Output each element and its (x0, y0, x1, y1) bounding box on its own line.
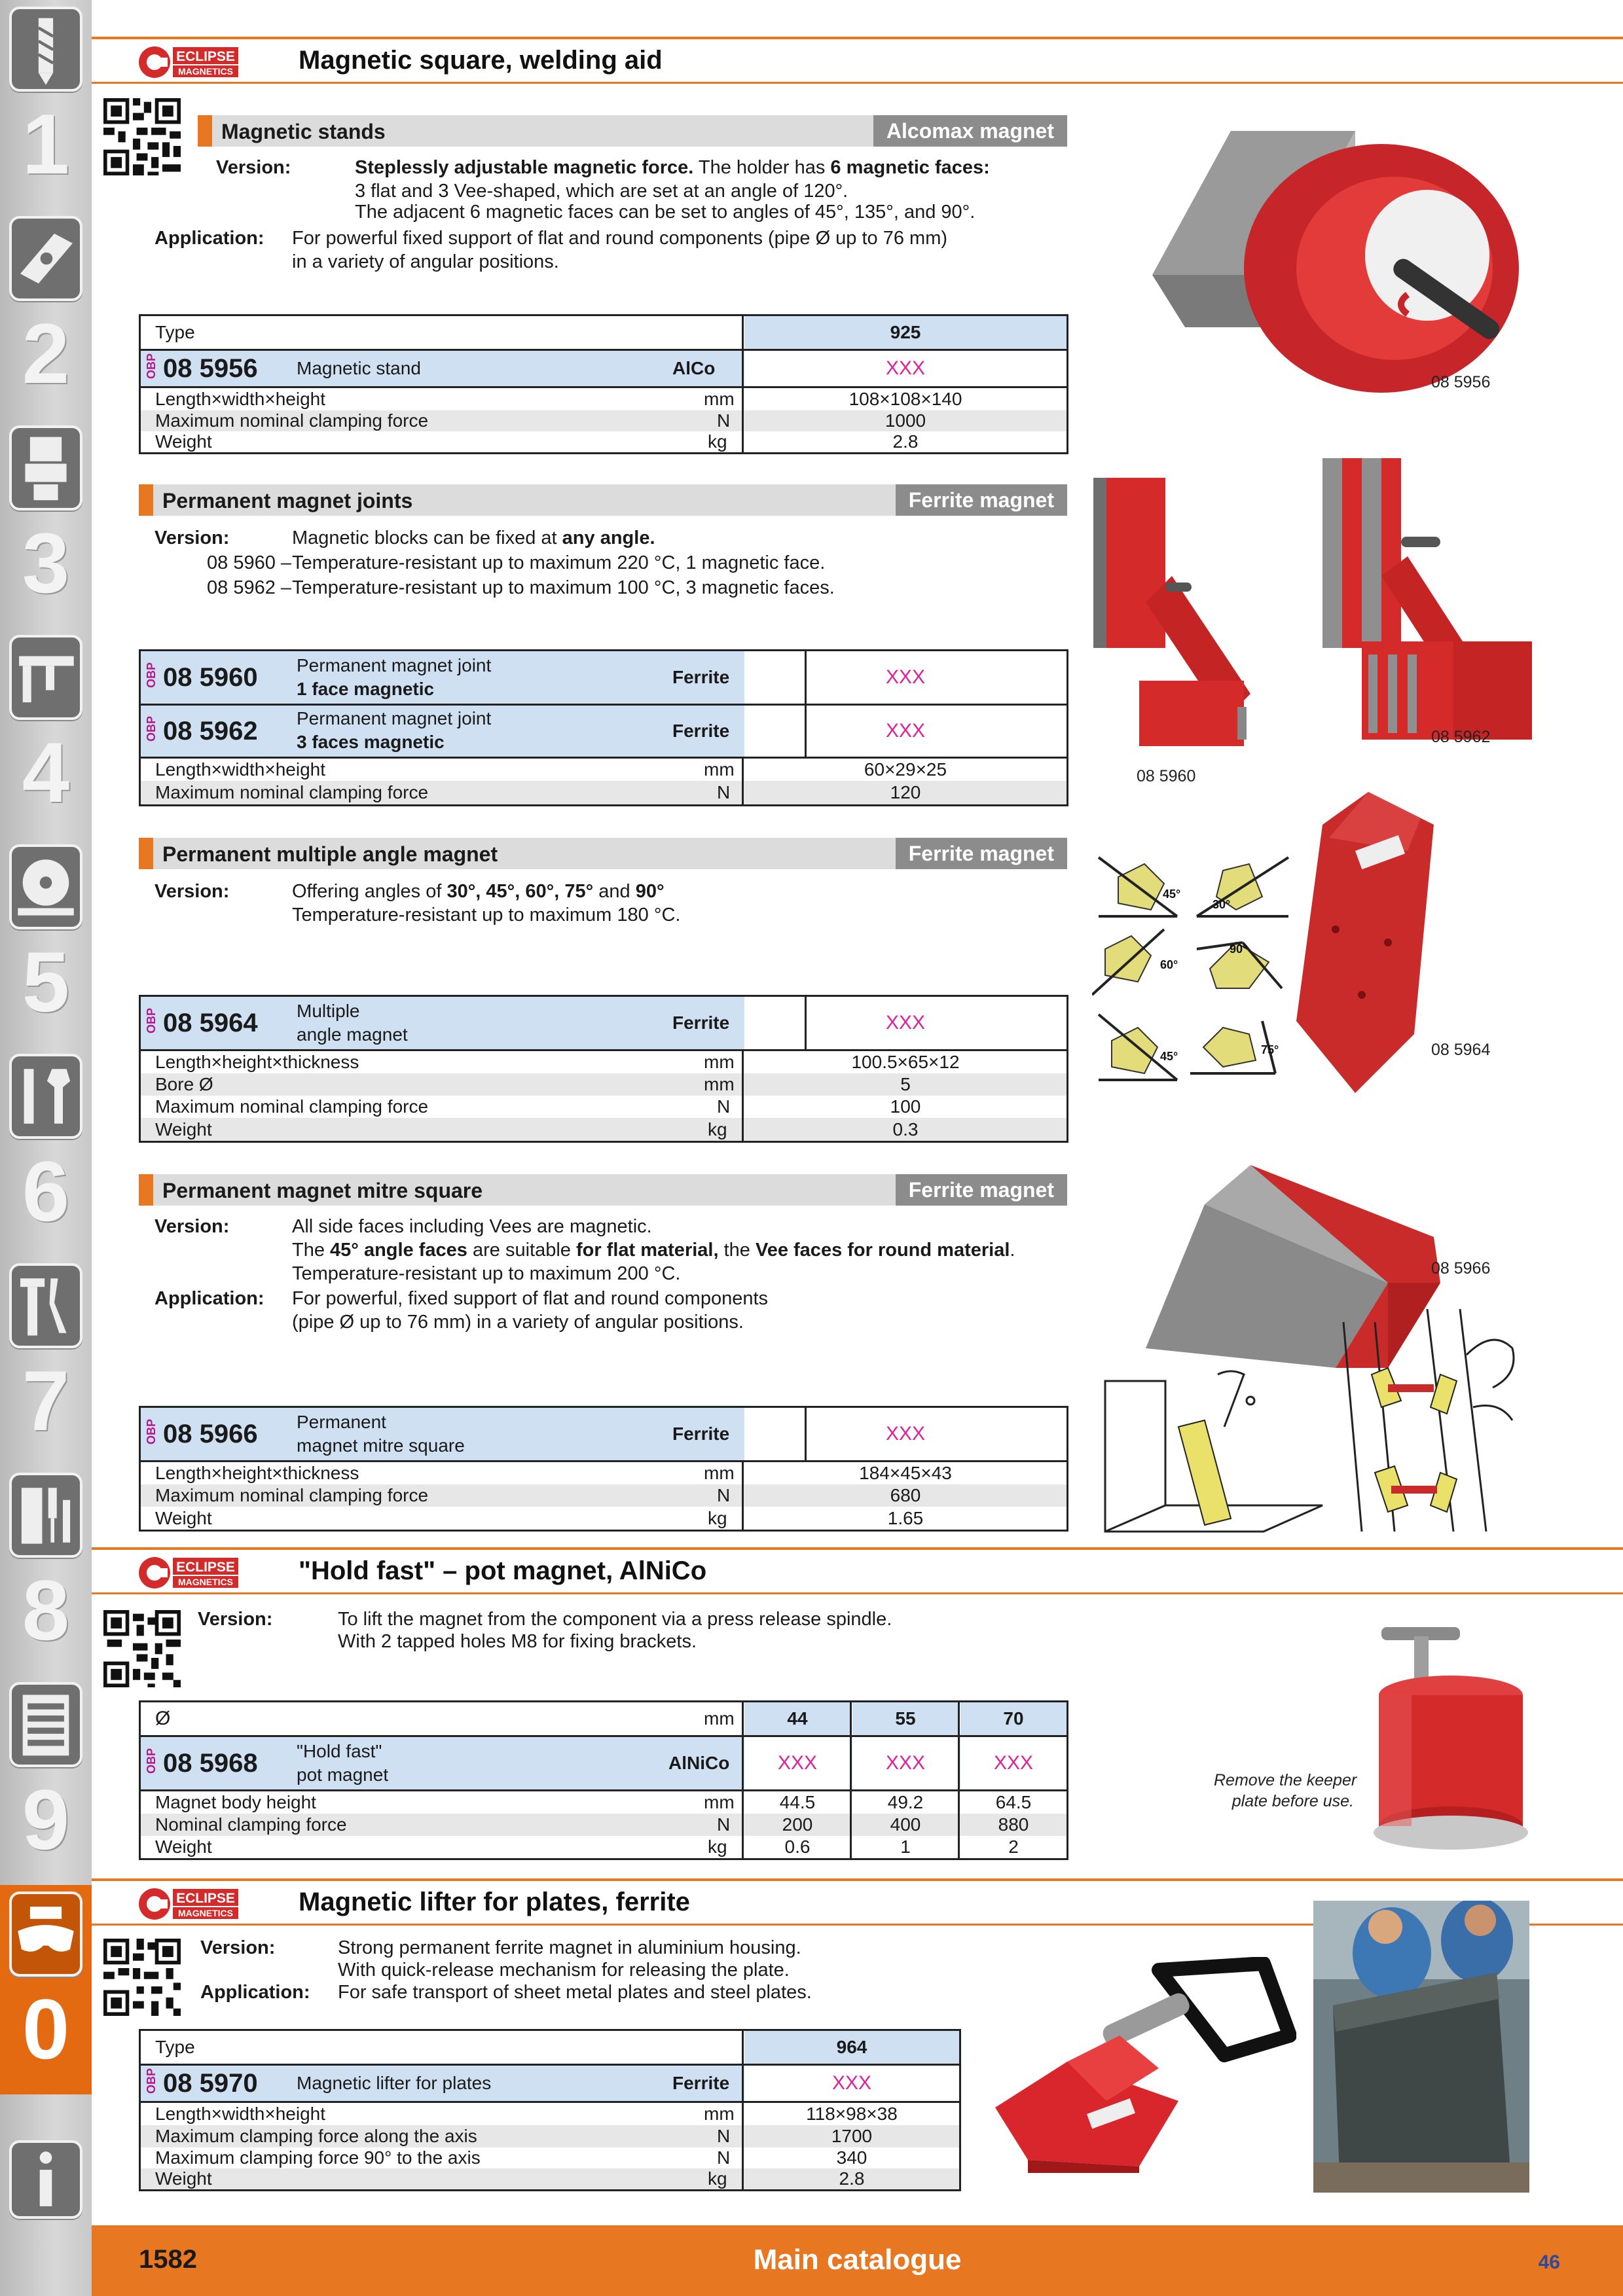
page-number: 1582 (139, 2245, 197, 2274)
magnet-type-tag: Alcomax magnet (873, 115, 1067, 147)
variant-number: 08 5960 – (207, 552, 292, 573)
price: XXX (744, 2066, 959, 2101)
version-label: Version: (155, 528, 230, 548)
chapter-tab-0[interactable] (0, 1885, 92, 2094)
order-number: 08 5970 (163, 2069, 258, 2098)
welding-illustration (1100, 1309, 1532, 1545)
chapter-tab-3[interactable] (0, 419, 92, 628)
version-text: Steplessly adjustable magnetic force. The holder has 6 magnetic faces: (355, 157, 990, 178)
variant-text: Temperature-resistant up to maximum 220 °C, 1 magnetic face. (292, 552, 826, 573)
section-header-magnetic-square (92, 37, 1623, 84)
product-name: "Hold fast" pot magnet (297, 1741, 389, 1785)
table-row: Maximum nominal clamping force N 100 (155, 1096, 921, 1117)
drill-bit-icon (9, 7, 82, 92)
table-row: Maximum clamping force along the axis N 1700 (141, 2125, 959, 2147)
chapter-tab-5[interactable] (0, 838, 92, 1047)
application-label: Application: (155, 228, 264, 249)
version-text: 3 flat and 3 Vee-shaped, which are set at an angle of 120°. (355, 181, 848, 202)
svg-text:ECLIPSE: ECLIPSE (176, 49, 235, 64)
material: AlNiCo (668, 1753, 730, 1773)
section-title: Magnetic square, welding aid (299, 46, 663, 75)
application-text: For powerful, fixed support of flat and round components (292, 1288, 769, 1309)
subheading-title: Permanent magnet joints (162, 489, 413, 512)
chapter-number: 6 (22, 1143, 70, 1239)
version-text: Offering angles of 30°, 45°, 60°, 75° and 90° (292, 881, 665, 902)
magnet-type-tag: Ferrite magnet (896, 1174, 1067, 1206)
svg-text:75°: 75° (1261, 1043, 1279, 1056)
wrench-icon (9, 1054, 82, 1139)
subheading-magnetic-stands (198, 115, 1067, 147)
table-row: Length×height×thickness mm 184×45×43 (155, 1463, 952, 1483)
table-row: OBP 08 5960 Permanent magnet joint 1 face magnetic Ferrite XXX (141, 651, 1067, 704)
price: XXX (744, 351, 1067, 386)
section-title: Magnetic lifter for plates, ferrite (299, 1888, 690, 1916)
section-title: "Hold fast" – pot magnet, AlNiCo (299, 1556, 707, 1585)
table-header: Type (155, 322, 195, 342)
safety-glasses-icon (9, 1892, 82, 1977)
price: XXX (744, 706, 1067, 757)
material: AlCo (672, 358, 716, 378)
section-header-hold-fast (92, 1547, 1623, 1594)
material: Ferrite (672, 667, 730, 687)
chapter-number: 3 (22, 515, 70, 611)
table-header: 55 (852, 1702, 958, 1735)
chapter-tab-8[interactable] (0, 1466, 92, 1676)
version-label: Version: (155, 1216, 230, 1237)
table-row: Weight kg 2.8 (155, 431, 919, 452)
table-header: 925 (744, 316, 1067, 349)
version-text: The 45° angle faces are suitable for flat material, the Vee faces for round material. (292, 1240, 1015, 1261)
variant-text: Temperature-resistant up to maximum 100 °C, 3 magnetic faces. (292, 577, 835, 598)
section-number: 46 (1538, 2251, 1560, 2273)
table-row: Maximum nominal clamping force N 680 (141, 1484, 1067, 1507)
chapter-tab-info[interactable] (0, 2094, 92, 2296)
version-label: Version: (216, 157, 291, 178)
order-number: 08 5966 (163, 1420, 258, 1448)
svg-text:ECLIPSE: ECLIPSE (176, 1891, 235, 1906)
svg-text:ECLIPSE: ECLIPSE (176, 1560, 235, 1575)
chapter-tab-2[interactable] (0, 209, 92, 419)
subheading-magnet-joints (139, 484, 1067, 516)
application-text: in a variety of angular positions. (292, 251, 559, 272)
version-label: Version: (198, 1609, 273, 1630)
version-text: Strong permanent ferrite magnet in aluminium housing. (338, 1937, 801, 1958)
chapter-tab-9[interactable] (0, 1676, 92, 1885)
version-text: The adjacent 6 magnetic faces can be set to angles of 45°, 135°, and 90°. (355, 202, 976, 223)
svg-text:90°: 90° (1230, 942, 1248, 956)
application-text: For powerful fixed support of flat and round components (pipe Ø up to 76 mm) (292, 228, 948, 249)
version-text: All side faces including Vees are magnetic. (292, 1216, 652, 1237)
table-row: Maximum nominal clamping force N 120 (141, 781, 1067, 804)
caliper-icon (9, 635, 82, 720)
subheading-multiple-angle-magnet (139, 838, 1067, 869)
table-row: OBP 08 5964 Multiple angle magnet Ferrite XXX (141, 997, 1067, 1049)
table-row: Nominal clamping force N 200 400 880 (141, 1814, 1067, 1836)
spec-table-085966 (139, 1406, 1068, 1532)
product-name: Multiple angle magnet (297, 1001, 408, 1045)
chapter-number: 9 (22, 1772, 70, 1867)
spec-table-085970 (139, 2029, 961, 2191)
product-caption: 08 5964 (1431, 1041, 1491, 1059)
pliers-icon (9, 1263, 82, 1348)
svg-text:MAGNETICS: MAGNETICS (178, 1908, 233, 1918)
lifter-usage-photo (1313, 1901, 1529, 2193)
chapter-tab-6[interactable] (0, 1047, 92, 1257)
spec-table-085960 (139, 649, 1068, 806)
table-header: 964 (744, 2031, 959, 2064)
magnetic-lifter-image (989, 1957, 1296, 2173)
chapter-tab-4[interactable] (0, 628, 92, 838)
application-text: (pipe Ø up to 76 mm) in a variety of angular positions. (292, 1312, 744, 1333)
table-header: 44 (744, 1702, 850, 1735)
price: XXX (744, 1408, 1067, 1460)
order-number: 08 5960 (163, 663, 258, 692)
table-row: Weight kg 0.6 1 2 (155, 1837, 1019, 1857)
product-name: Permanent magnet mitre square (297, 1412, 465, 1456)
table-header: mm (704, 1708, 735, 1729)
table-row: OBP 08 5962 Permanent magnet joint 3 faces magnetic Ferrite XXX (141, 706, 1067, 757)
table-header: 70 (960, 1702, 1067, 1735)
eclipse-logo (136, 1555, 240, 1590)
table-row: Weight kg 1.65 (155, 1508, 924, 1528)
table-row: Weight kg 0.3 (141, 1118, 1067, 1141)
table-row: Length×width×height mm 118×98×38 (155, 2104, 898, 2124)
price: XXX (852, 1737, 958, 1789)
chapter-number: 5 (22, 934, 70, 1030)
product-caption: 08 5960 (1137, 767, 1196, 785)
version-text: Magnetic blocks can be fixed at any angle. (292, 528, 655, 548)
eclipse-logo (136, 45, 240, 80)
qr-code (103, 98, 181, 175)
subheading-title: Permanent multiple angle magnet (162, 842, 498, 866)
material: Ferrite (672, 721, 730, 741)
screwdriver-icon (9, 1473, 82, 1558)
subheading-mitre-square (139, 1174, 1067, 1206)
subheading-title: Permanent magnet mitre square (162, 1179, 483, 1202)
table-row: Length×width×height mm 108×108×140 (155, 389, 962, 409)
material: Ferrite (672, 1424, 730, 1444)
table-row: Maximum nominal clamping force N 1000 (141, 410, 1067, 431)
table-row: OBP 08 5966 Permanent magnet mitre square Ferrite XXX (141, 1408, 1067, 1460)
subheading-title: Magnetic stands (221, 120, 386, 143)
table-header: Type (155, 2037, 195, 2057)
table-header: Ø (155, 1708, 171, 1729)
version-text: With 2 tapped holes M8 for fixing brackets. (338, 1631, 697, 1652)
qr-code (103, 1939, 181, 2016)
spec-table-085956 (139, 314, 1068, 454)
material: Ferrite (672, 1013, 730, 1033)
table-row: OBP 08 5968 "Hold fast" pot magnet AlNiCo XXX XXX XXX (141, 1737, 1067, 1789)
version-text: Temperature-resistant up to maximum 200 °C. (292, 1263, 681, 1284)
table-row: Magnet body height mm 44.5 49.2 64.5 (155, 1792, 1032, 1812)
page-footer (92, 2225, 1623, 2296)
note-text: plate before use. (1231, 1792, 1354, 1810)
svg-text:30°: 30° (1213, 898, 1231, 911)
magnet-type-tag: Ferrite magnet (896, 484, 1067, 516)
magnetic-stand-image (1139, 105, 1545, 406)
svg-text:MAGNETICS: MAGNETICS (178, 66, 233, 77)
product-name: Permanent magnet joint 1 face magnetic (297, 655, 492, 699)
svg-text:60°: 60° (1160, 958, 1178, 971)
chuck-icon (9, 425, 82, 511)
svg-text:45°: 45° (1163, 888, 1181, 901)
chapter-number: 8 (22, 1562, 70, 1658)
product-caption: 08 5962 (1431, 728, 1491, 746)
magnet-joints-image (1087, 458, 1545, 772)
version-text: With quick-release mechanism for releasing the plate. (338, 1960, 790, 1981)
chapter-number: 1 (22, 96, 70, 192)
chapter-number: 0 (22, 1981, 70, 2077)
product-name: Magnetic stand (297, 358, 421, 378)
price: XXX (744, 1737, 850, 1789)
tool-cabinet-icon (9, 1682, 82, 1767)
application-label: Application: (200, 1982, 310, 2003)
chapter-number: 7 (22, 1353, 70, 1448)
cutting-insert-icon (9, 216, 82, 301)
order-number: 08 5968 (163, 1749, 258, 1778)
catalogue-title: Main catalogue (753, 2244, 962, 2276)
chapter-tab-1[interactable] (0, 0, 92, 209)
table-row: Bore Ø mm 5 (141, 1073, 1067, 1096)
application-text: For safe transport of sheet metal plates and steel plates. (338, 1982, 812, 2003)
saw-disc-icon (9, 844, 82, 929)
multiple-angle-magnet-image (1290, 785, 1440, 1100)
order-number: 08 5964 (163, 1009, 258, 1037)
product-caption: 08 5956 (1431, 373, 1491, 391)
price: XXX (744, 651, 1067, 704)
magnet-type-tag: Ferrite magnet (896, 838, 1067, 869)
price: XXX (960, 1737, 1067, 1789)
table-row: Length×height×thickness mm 100.5×65×12 (155, 1052, 960, 1072)
pot-magnet-image (1368, 1617, 1552, 1852)
svg-text:45°: 45° (1160, 1050, 1178, 1063)
table-row: Length×width×height mm 60×29×25 (155, 759, 947, 780)
version-text: To lift the magnet from the component via a press release spindle. (338, 1609, 892, 1630)
spec-table-085964 (139, 995, 1068, 1143)
angle-diagram (1092, 851, 1295, 1086)
note-text: Remove the keeper (1214, 1771, 1357, 1789)
variant-number: 08 5962 – (207, 577, 292, 598)
chapter-sidebar (0, 0, 92, 2296)
product-name: Magnetic lifter for plates (297, 2073, 492, 2093)
version-text: Temperature-resistant up to maximum 180 °C. (292, 905, 681, 925)
version-label: Version: (200, 1937, 276, 1958)
table-row: Weight kg 2.8 (141, 2168, 959, 2189)
application-label: Application: (155, 1288, 264, 1309)
table-row: OBP 08 5956 Magnetic stand AlCo XXX (141, 351, 1067, 386)
eclipse-logo (136, 1886, 240, 1922)
chapter-number: 2 (22, 306, 70, 401)
qr-code (103, 1610, 181, 1687)
version-label: Version: (155, 881, 230, 902)
order-number: 08 5956 (163, 354, 258, 383)
chapter-number: 4 (22, 725, 70, 820)
table-row: Maximum clamping force 90° to the axis N 340 (155, 2147, 867, 2168)
chapter-tab-7[interactable] (0, 1257, 92, 1466)
product-caption: 08 5966 (1431, 1259, 1491, 1278)
spec-table-085968 (139, 1700, 1068, 1860)
price: XXX (744, 997, 1067, 1049)
svg-text:MAGNETICS: MAGNETICS (178, 1577, 233, 1587)
order-number: 08 5962 (163, 717, 258, 745)
material: Ferrite (672, 2073, 730, 2093)
table-row: OBP 08 5970 Magnetic lifter for plates Ferrite XXX (141, 2066, 959, 2101)
product-name: Permanent magnet joint 3 faces magnetic (297, 708, 492, 752)
